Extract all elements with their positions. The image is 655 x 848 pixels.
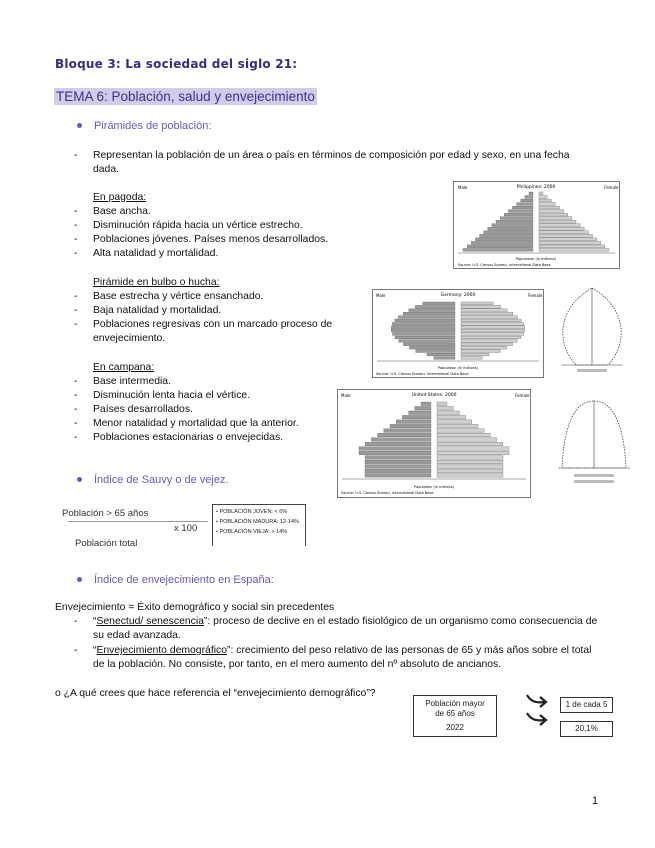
arrow-icons — [524, 690, 554, 730]
pyramid-bar — [415, 406, 431, 410]
pyramid-bar — [365, 469, 431, 473]
population-box — [413, 695, 497, 737]
pyramid-bar — [437, 456, 503, 460]
pyramid-bar — [539, 217, 572, 220]
pyramid-bar — [539, 224, 580, 227]
pyramid-bar — [371, 438, 431, 442]
female-label: Female — [528, 293, 543, 298]
campana-pyramid-figure — [337, 389, 531, 498]
bullet-icon — [77, 477, 82, 482]
pyramid-bar — [437, 433, 490, 437]
pyramid-bar — [398, 316, 455, 319]
demographic-ageing-item: - “Envejecimiento demográfico”: crecimiento del peso relativo de las personas de 65 y más años sobre el total de la población. No consiste, por tanto, en el mero aumento del nº absoluto de ancianos. — [74, 645, 592, 670]
pyramid-bar — [402, 415, 431, 419]
legend-item: • POBLACIÓN VIEJA: > 14% — [216, 529, 288, 535]
pyramid-bar — [461, 346, 507, 349]
bulbo-pyramid-figure — [372, 289, 544, 378]
pyramid-bar — [395, 336, 455, 339]
pyramid-bar — [437, 465, 503, 469]
pyramid-bar — [539, 241, 601, 244]
pyramid-bar — [539, 213, 568, 216]
pyramid-bar — [359, 447, 431, 451]
ageing-definition: Envejecimiento = Éxito demográfico y social sin precedentes — [55, 602, 335, 613]
pyramid-bar — [539, 238, 597, 241]
pyramid-bar — [488, 227, 533, 230]
fraction-bar — [68, 521, 208, 522]
list-item: Base intermedia. — [93, 376, 171, 387]
sauvy-numerator: Población > 65 años — [62, 508, 149, 519]
pyramid-bar — [539, 210, 564, 213]
pyramid-bar — [427, 353, 455, 356]
pyramid-bar — [437, 429, 484, 433]
list-item: Base ancha. — [93, 206, 151, 217]
pyramid-bar — [378, 433, 431, 437]
pyramid-bar — [390, 424, 431, 428]
pyramid-bar — [437, 447, 509, 451]
pyramid-bar — [467, 245, 533, 248]
pyramid-bar — [396, 420, 431, 424]
campana-shape-sketch — [556, 396, 632, 491]
pyramid-bar — [539, 231, 588, 234]
pyramid-bar — [421, 402, 431, 406]
female-label: Female — [515, 393, 530, 398]
pyramid-bar — [403, 312, 455, 315]
list-item: Menor natalidad y mortalidad que la anterior. — [93, 418, 299, 429]
pyramid-bar — [461, 333, 524, 336]
bulbo-shape-sketch — [553, 285, 631, 377]
section-heading-spain: Índice de envejecimiento en España: — [77, 574, 274, 586]
sauvy-multiplier: x 100 — [174, 523, 198, 534]
list-item: Poblaciones estacionarias o envejecidas. — [93, 432, 284, 443]
pyramid-bar — [539, 248, 609, 251]
axis-label: Population (in millions) — [437, 366, 479, 370]
pyramid-bar — [517, 203, 533, 206]
pyramid-bar — [437, 460, 503, 464]
pyramid-bar — [539, 199, 551, 202]
pagoda-list: En pagoda: - Base ancha. - Disminución rápida hacia un vértice estrecho. - Poblaciones jóvenes. Países menos desarrollados. - Alta natalidad y mortalidad. — [74, 192, 329, 259]
stat-percent: 20,1% — [560, 721, 613, 737]
axis-label: Population (in millions) — [413, 485, 455, 489]
pyramid-bar — [484, 231, 533, 234]
male-label: Male — [376, 293, 386, 298]
pyramid-bar — [500, 217, 533, 220]
bulb-caption — [577, 369, 607, 372]
pyramid-bar — [416, 350, 455, 353]
section-heading-sauvy: Índice de Sauvy o de vejez. — [77, 474, 229, 486]
pyramid-bar — [403, 343, 455, 346]
pyramid-bar — [437, 402, 447, 406]
pyramid-bar — [461, 322, 524, 325]
pyramid-bar — [461, 336, 521, 339]
pyramid-bar — [365, 474, 431, 478]
pyramid-bar — [539, 234, 593, 237]
pyramid-bar — [461, 316, 518, 319]
axis-label: Population (in millions) — [515, 257, 557, 261]
pyramid-bar — [365, 460, 431, 464]
list-item: Países desarrollados. — [93, 404, 193, 415]
pyramid-bar — [539, 245, 605, 248]
pyramid-bar — [525, 196, 533, 199]
campana-list: En campana: - Base intermedia. - Disminución lenta hacia el vértice. - Países desarrollados. - Menor natalidad y mortalidad que la anterior. - Poblaciones estacionarias o envejecidas. — [74, 362, 299, 443]
section-heading-pyramids: Pirámides de población: — [77, 120, 211, 132]
list-item: Baja natalidad y mortalidad. — [93, 305, 222, 316]
pyramid-title: Germany: 2000 — [440, 293, 476, 298]
pyramid-bar — [461, 353, 489, 356]
pyramid-bar — [437, 451, 509, 455]
pyramid-bar — [391, 326, 455, 329]
pyramid-bar — [365, 442, 431, 446]
pyramid-bar — [513, 206, 534, 209]
campana-pyramid-chart — [338, 390, 530, 497]
pyramid-bar — [365, 456, 431, 460]
female-label: Female — [604, 185, 619, 190]
list-item: Disminución lenta hacia el vértice. — [93, 390, 251, 401]
pyramid-bar — [461, 312, 513, 315]
question: o ¿A qué crees que hace referencia el “envejecimiento demográfico”? — [55, 688, 376, 699]
list-item: Alta natalidad y mortalidad. — [93, 248, 219, 259]
pyramid-bar — [437, 406, 453, 410]
pyramid-bar — [461, 319, 521, 322]
pyramid-bar — [539, 203, 555, 206]
pyramid-bar — [437, 415, 466, 419]
pyramid-bar — [434, 357, 455, 360]
pyramid-bar — [461, 340, 517, 343]
pyramid-bar — [359, 451, 431, 455]
pyramid-bar — [437, 424, 478, 428]
pyramid-bar — [463, 248, 533, 251]
pyramid-bar — [529, 192, 533, 195]
pyramid-bar — [461, 329, 525, 332]
pyramid-bar — [461, 357, 482, 360]
senescence-item: - “Senectud/ senescencia”: proceso de declive en el estado fisiológico de un organismo como consecuencia de su edad avanzada. — [74, 616, 598, 641]
bulbo-pyramid-chart — [373, 290, 543, 377]
pyramid-bar — [492, 224, 533, 227]
list-item: Base estrecha y vértice ensanchado. — [93, 291, 264, 302]
pyramid-bar — [395, 319, 455, 322]
pyramid-bar — [461, 305, 501, 308]
pyramid-bar — [539, 192, 543, 195]
bulbo-title: Pirámide en bulbo o hucha: — [93, 277, 220, 288]
bell-caption — [574, 474, 614, 477]
population-year: 2022 — [446, 723, 464, 732]
pyramid-bar — [461, 350, 500, 353]
list-item: Poblaciones jóvenes. Países menos desarrollados. — [93, 234, 329, 245]
bulbo-list: Pirámide en bulbo o hucha: - Base estrecha y vértice ensanchado. - Baja natalidad y mortalidad. - Poblaciones regresivas con un marcado proceso de envejecimiento. — [74, 277, 333, 344]
source-label: Source: U.S. Census Bureau, International Data Base. — [458, 263, 552, 267]
pyramid-bar — [437, 442, 503, 446]
pyramid-bar — [409, 346, 455, 349]
legend-item: • POBLACIÓN MADURA: 12-14% — [216, 519, 299, 525]
pyramid-bar — [409, 411, 431, 415]
pyramid-bar — [539, 220, 576, 223]
pyramid-bar — [475, 238, 533, 241]
pyramid-bar — [461, 326, 525, 329]
pyramid-bar — [399, 340, 455, 343]
pagoda-title: En pagoda: — [93, 192, 147, 203]
pyramid-bar — [480, 234, 534, 237]
pyramid-bar — [496, 220, 533, 223]
pyramid-bar — [391, 329, 455, 332]
male-label: Male — [458, 185, 468, 190]
pyramid-bar — [471, 241, 533, 244]
bullet-icon — [77, 123, 82, 128]
list-item: Poblaciones regresivas con un marcado proceso de envejecimiento. — [93, 319, 333, 344]
block-title: Bloque 3: La sociedad del siglo 21: — [55, 57, 298, 71]
sauvy-denominator: Población total — [75, 538, 138, 549]
pyramid-bar — [504, 213, 533, 216]
pyramid-title: United States: 2000 — [411, 393, 457, 398]
legend-item: • POBLACIÓN JOVEN: < 6% — [216, 509, 288, 515]
pyramid-bar — [437, 469, 503, 473]
page-number: 1 — [592, 795, 599, 807]
pyramid-bar — [539, 206, 560, 209]
source-label: Source: U.S. Census Bureau, International Data Base. — [376, 372, 470, 376]
pyramid-bar — [461, 302, 493, 305]
pyramid-bar — [508, 210, 533, 213]
pyramid-bar — [437, 438, 497, 442]
topic-title: TEMA 6: Población, salud y envejecimiento — [56, 89, 315, 104]
pyramid-bar — [384, 429, 431, 433]
pagoda-pyramid-figure — [453, 181, 620, 269]
pyramid-bar — [423, 302, 455, 305]
sauvy-legend — [212, 504, 306, 546]
bell-caption — [574, 480, 614, 483]
pyramid-bar — [539, 227, 584, 230]
pyramid-bar — [521, 199, 533, 202]
pyramid-bar — [461, 343, 513, 346]
list-item: Disminución rápida hacia un vértice estrecho. — [93, 220, 303, 231]
population-label: Población mayor de 65 años — [425, 699, 485, 718]
intro-paragraph: - Representan la población de un área o país en términos de composición por edad y sexo, en una fecha dada. — [74, 150, 570, 175]
pagoda-pyramid-chart — [454, 182, 619, 268]
pyramid-bar — [461, 309, 507, 312]
pyramid-bar — [437, 474, 503, 478]
pyramid-bar — [437, 420, 472, 424]
pyramid-bar — [392, 333, 455, 336]
male-label: Male — [341, 393, 351, 398]
pyramid-bar — [365, 465, 431, 469]
stat-one-in-five: 1 de cada 5 — [560, 697, 613, 713]
source-label: Source: U.S. Census Bureau, International Data Base. — [341, 491, 435, 495]
pyramid-title: Philippines: 2000 — [516, 185, 556, 190]
bullet-icon — [77, 577, 82, 582]
pyramid-bar — [392, 322, 455, 325]
pyramid-bar — [415, 305, 455, 308]
campana-title: En campana: — [93, 362, 155, 373]
pyramid-bar — [409, 309, 455, 312]
pyramid-bar — [539, 196, 547, 199]
pyramid-bar — [437, 411, 459, 415]
